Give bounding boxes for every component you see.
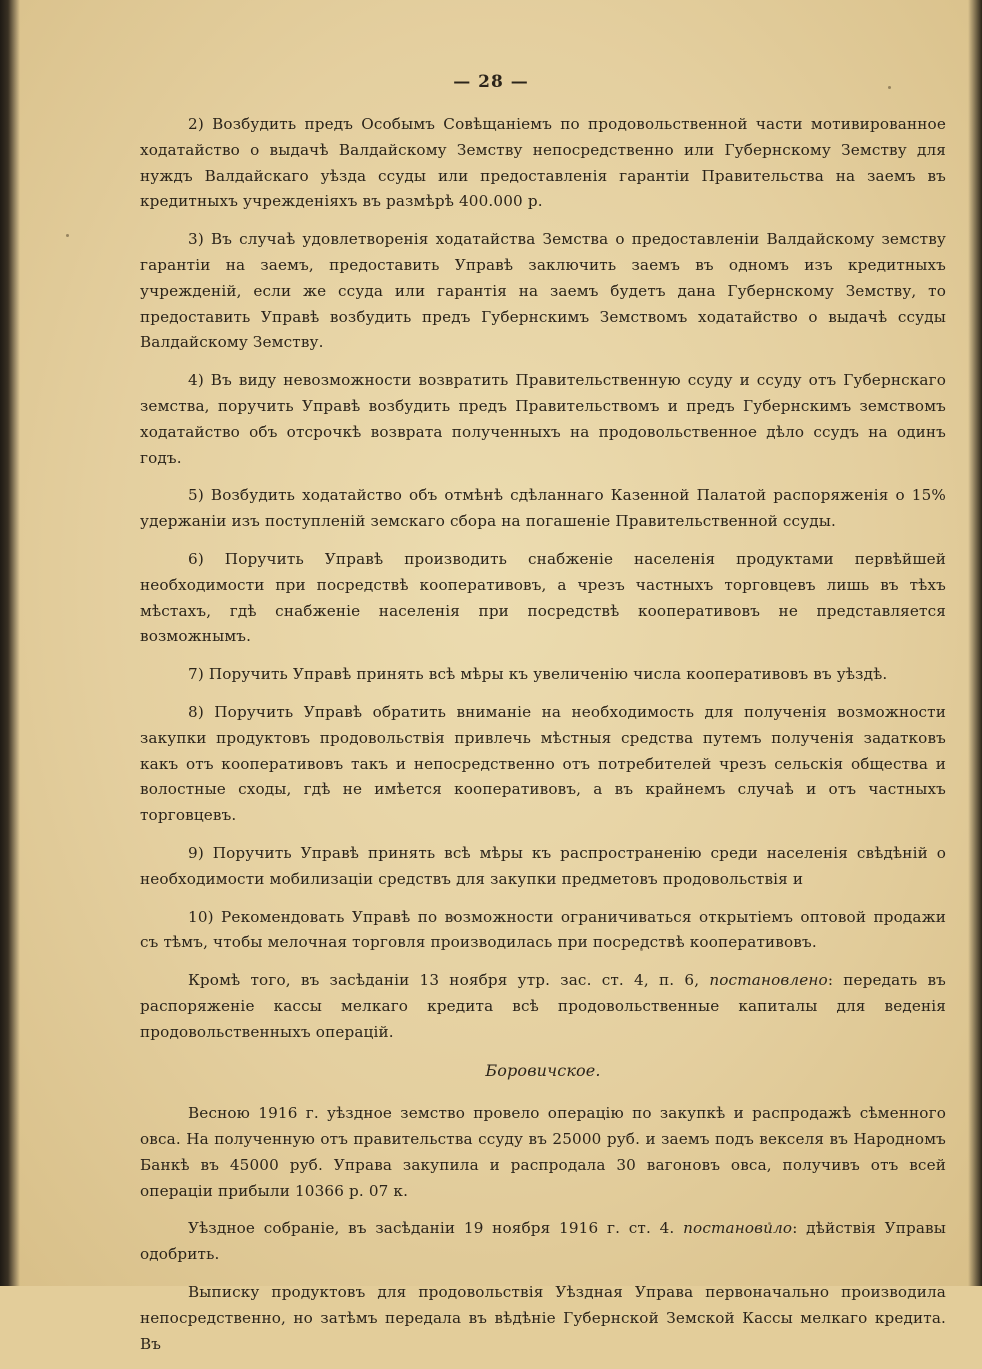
paragraph-item-5: 5) Возбудить ходатайство объ отмѣнѣ сдѣланнаго Казенной Палатой распоряженія о 15% удержаніи изъ поступленій земскаго сбора на погашеніе Правительственной ссуды. [140,486,946,531]
page-right-edge-shadow [968,0,982,1286]
assembly-text-after: : дѣйствія Управы одобрить. [140,1219,946,1264]
assembly-emphasis: постановило [683,1219,793,1238]
page-left-edge-shadow [0,0,20,1286]
page-number: — 28 — [453,72,529,92]
paragraph-item-2: 2) Возбудить предъ Особымъ Совѣщанiемъ по продовольственной части мотивированное ходатайство о выдачѣ Валдайскому Земству непосредственно или Губернскому Земству для нуждъ Валдайскаго уѣзда ссуды или предоставленія гарантіи Правительства на заемъ въ кредитныхъ учрежденіяхъ въ размѣрѣ 400.000 р. [140,115,946,211]
paragraph-item-10: 10) Рекомендовать Управѣ по возможности ограничиваться открытіемъ оптовой продажи съ тѣмъ, чтобы мелочная торговля производилась при посредствѣ кооперативовъ. [140,907,946,952]
main-text [140,112,946,1369]
resolution-text-after: : передать въ распоряженіе кассы мелкаго кредита всѣ продовольственные капиталы для веденія продовольственныхъ операцій. [140,971,946,1041]
resolution-text-before: Кромѣ того, въ засѣданіи 13 ноября утр. зас. ст. 4, п. 6, [188,971,710,990]
paper-speck [66,234,69,237]
resolution-emphasis: постановлено [709,971,828,990]
paragraph-item-6: 6) Поручить Управѣ производить снабженіе населенія продуктами первѣйшей необходимости при посредствѣ кооперативовъ, а чрезъ частныхъ торговцевъ лишь въ тѣхъ мѣстахъ, гдѣ снабженіе населенія при посредствѣ кооперативовъ не представляется возможнымъ. [140,549,946,646]
paragraph-item-9: 9) Поручить Управѣ принять всѣ мѣры къ распространенію среди населенія свѣдѣній о необходимости мобилизаціи средствъ для закупки предметовъ продовольствія и [140,843,946,888]
section-title: Боровичское. [485,1060,601,1080]
assembly-text-before: Уѣздное собраніе, въ засѣданіи 19 ноября 1916 г. ст. 4. [188,1219,684,1238]
paragraph-item-8: 8) Поручить Управѣ обратить вниманіе на необходимость для полученія возможности закупки продуктовъ продовольствія привлечь мѣстныя средства путемъ полученія задатковъ какъ отъ кооперативовъ такъ и непосредственно отъ потребителей чрезъ сельскія общества и волостные сходы, гдѣ не имѣется кооперативовъ, а въ крайнемъ случаѣ и отъ частныхъ торговцевъ. [140,702,946,825]
resolution-paragraph [140,968,946,1045]
paragraph-item-4: 4) Въ виду невозможности возвратить Правительственную ссуду и ссуду отъ Губернскаго земства, поручить Управѣ возбудить предъ Правительствомъ и предъ Губернскимъ земствомъ ходатайство объ отсрочкѣ возврата полученныхъ на продовольственное дѣло ссудъ на одинъ годъ. [140,371,946,467]
assembly-paragraph [140,1216,946,1268]
paragraph-item-3: 3) Въ случаѣ удовлетворенія ходатайства Земства о предоставленіи Валдайскому земству гарантіи на заемъ, предоставить Управѣ заключить заемъ въ одномъ изъ кредитныхъ учрежденій, если же ссуда или гарантія на заемъ будетъ дана Губернскому Земству, то предоставить Управѣ возбудить предъ Губернскимъ Земствомъ ходатайство о выдачѣ ссуды Валдайскому Земству. [140,230,946,352]
paragraph-item-7: 7) Поручить Управѣ принять всѣ мѣры къ увеличенію числа кооперативовъ въ уѣздѣ. [188,665,888,684]
section-paragraph: Весною 1916 г. уѣздное земство провело операцію по закупкѣ и распродажѣ сѣменного овса. На полученную отъ правительства ссуду въ 25000 руб. и заемъ подъ векселя въ Народномъ Банкѣ въ 45000 руб. Управа закупила и распродала 30 вагоновъ овса, получивъ отъ всей операціи прибыли 10366 р. 07 к. [140,1104,946,1200]
closing-paragraph: Выписку продуктовъ для продовольствія Уѣздная Управа первоначально производила непосредственно, но затѣмъ передала въ вѣдѣніе Губернской Земской Кассы мелкаго кредита. Въ [140,1283,946,1353]
